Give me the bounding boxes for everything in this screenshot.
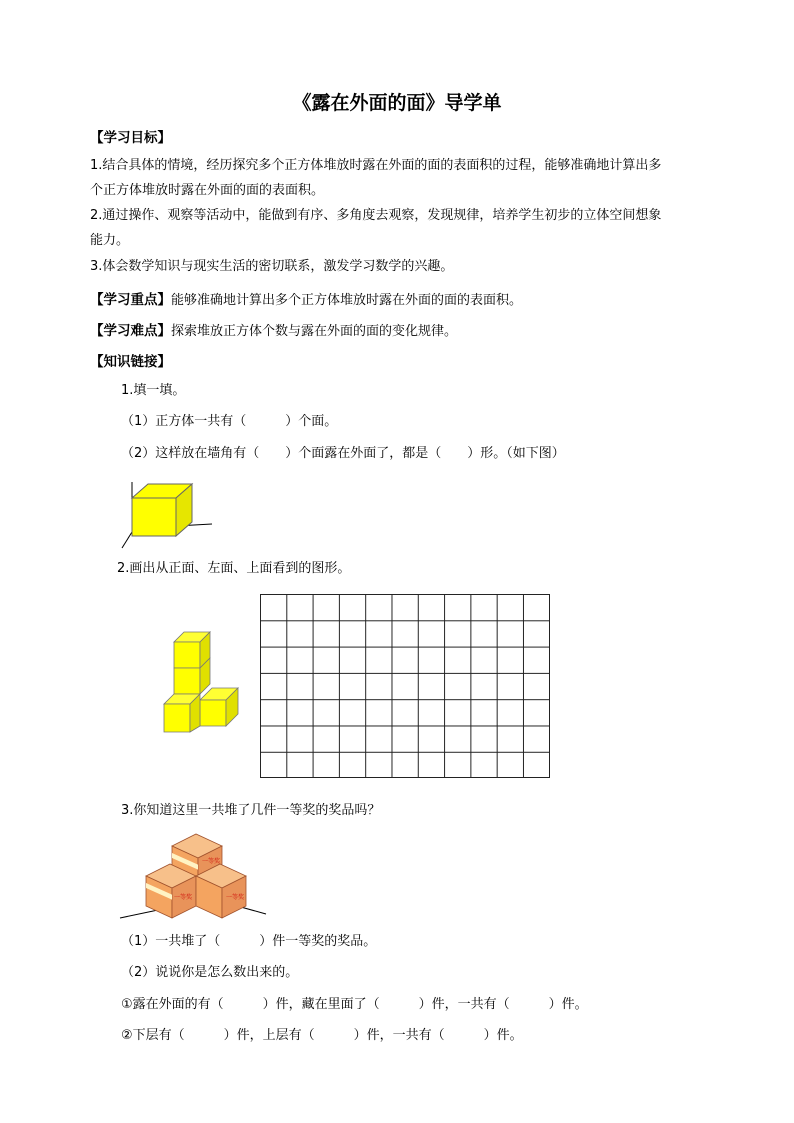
prize-boxes-figure <box>118 826 268 922</box>
goal-3: 3.体会数学知识与现实生活的密切联系，激发学习数学的兴趣。 <box>90 259 454 274</box>
floor-line-left <box>122 532 132 548</box>
drawing-grid[interactable] <box>260 594 550 778</box>
corner-cube-figure <box>118 478 218 552</box>
key-point <box>90 288 522 309</box>
difficulty-text: 探索堆放正方体个数与露在外面的面的变化规律。 <box>171 324 458 339</box>
question-3-1: （1）一共堆了（ ）件一等奖的奖品。 <box>121 934 377 949</box>
links-heading: 【知识链接】 <box>90 354 171 370</box>
box-right-label: 一等奖 <box>226 894 245 901</box>
cube-right-front-face <box>200 700 226 726</box>
key-point-text: 能够准确地计算出多个正方体堆放时露在外面的面的表面积。 <box>171 293 523 308</box>
question-3: 3.你知道这里一共堆了几件一等奖的奖品吗？ <box>121 803 381 818</box>
cube-left-front-face <box>164 704 190 732</box>
question-2: 2.画出从正面、左面、上面看到的图形。 <box>117 561 351 576</box>
cube-front-face <box>132 498 176 536</box>
cube-middle-front-face <box>174 668 200 694</box>
page-title: 《露在外面的面》导学单 <box>292 92 502 114</box>
floor-line-left <box>120 910 158 918</box>
goals-heading: 【学习目标】 <box>90 130 171 146</box>
question-1-1: （1）正方体一共有（ ）个面。 <box>121 414 338 429</box>
difficulty <box>90 319 457 340</box>
cube-top-front-face <box>174 642 200 668</box>
question-3-2: （2）说说你是怎么数出来的。 <box>121 965 299 980</box>
goal-1-line-2: 个正方体堆放时露在外面的面的表面积。 <box>90 183 325 198</box>
box-top-label: 一等奖 <box>202 858 221 865</box>
question-3-a: ①露在外面的有（ ）件，藏在里面了（ ）件，一共有（ ）件。 <box>121 997 588 1012</box>
goal-2-line-2: 能力。 <box>90 233 130 248</box>
stacked-cubes-figure <box>160 628 244 738</box>
question-1: 1.填一填。 <box>121 383 186 398</box>
question-3-b: ②下层有（ ）件，上层有（ ）件，一共有（ ）件。 <box>121 1028 523 1043</box>
difficulty-heading: 【学习难点】 <box>90 323 171 339</box>
goal-2-line-1: 2.通过操作、观察等活动中，能做到有序、多角度去观察，发现规律，培养学生初步的立体空间想象 <box>90 208 662 223</box>
goal-1-line-1: 1.结合具体的情境，经历探究多个正方体堆放时露在外面的面的表面积的过程，能够准确地计算出多 <box>90 158 662 173</box>
key-point-heading: 【学习重点】 <box>90 292 171 308</box>
box-left-label: 一等奖 <box>174 894 193 901</box>
question-1-2: （2）这样放在墙角有（ ）个面露在外面了，都是（ ）形。（如下图） <box>121 446 565 461</box>
